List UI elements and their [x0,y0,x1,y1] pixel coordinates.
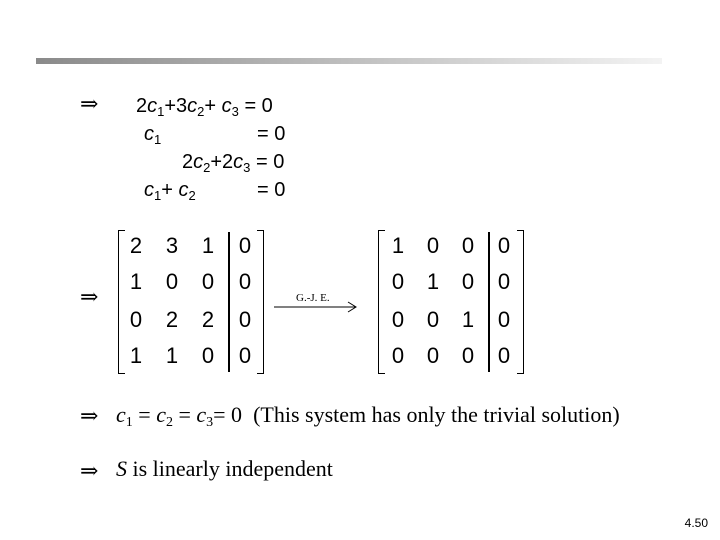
implies-symbol: ⇒ [80,284,99,309]
matrix-cell: 2 [129,233,143,258]
reduced-matrix [378,230,524,374]
matrix-cell: 1 [165,343,179,368]
independence-statement: S is linearly independent [116,456,333,481]
implies-symbol: ⇒ [80,91,99,116]
matrix-right-bracket [257,230,264,374]
equation-4-rhs: = 0 [257,179,286,201]
matrix-cell: 0 [461,269,475,294]
equation-3: $2c_2+2c_3 = 0$ [182,151,285,175]
equation-2-rhs: = 0 [257,123,286,145]
matrix-cell: 3 [165,233,179,258]
matrix-cell: 0 [426,233,440,258]
title-rule [36,58,662,64]
matrix-right-bracket [517,230,524,374]
augment-bar [228,232,230,372]
matrix-cell: 0 [201,343,215,368]
matrix-left-bracket [378,230,385,374]
matrix-cell: 0 [391,269,405,294]
matrix-cell: 1 [391,233,405,258]
matrix-cell: 0 [238,343,252,368]
augment-bar [488,232,490,372]
augmented-matrix [118,230,264,374]
matrix-cell: 0 [497,269,511,294]
matrix-cell: 1 [129,343,143,368]
matrix-cell: 2 [165,307,179,332]
matrix-cell: 0 [497,233,511,258]
matrix-cell: 0 [238,269,252,294]
matrix-cell: 0 [461,233,475,258]
matrix-cell: 1 [461,307,475,332]
matrix-cell: 2 [201,307,215,332]
matrix-cell: 0 [201,269,215,294]
implies-symbol: ⇒ [80,458,99,483]
equation-2: $c_1$ [144,123,162,147]
trivial-solution-note: (This system has only the trivial solution) [253,402,620,427]
matrix-cell: 1 [426,269,440,294]
equation-1: $2c_1+3c_2+ c_3 = 0$ [136,95,273,119]
equation-4: $c_1+ c_2$ [144,179,196,203]
matrix-cell: 0 [129,307,143,332]
implies-symbol: ⇒ [80,403,99,428]
matrix-cell: 1 [201,233,215,258]
matrix-cell: 0 [238,307,252,332]
matrix-cell: 0 [426,343,440,368]
matrix-cell: 0 [238,233,252,258]
matrix-cell: 0 [497,343,511,368]
matrix-cell: 0 [497,307,511,332]
operation-label: G.-J. E. [296,292,330,304]
matrix-cell: 1 [129,269,143,294]
matrix-cell: 0 [391,307,405,332]
matrix-cell: 0 [426,307,440,332]
trivial-solution-statement: $c_1 = c_2 = c_3= 0$ (This system has only the trivial solution) [116,402,620,430]
right-arrow-icon [274,300,360,314]
page-number: 4.50 [684,516,708,530]
matrix-cell: 0 [165,269,179,294]
matrix-cell: 0 [391,343,405,368]
matrix-cell: 0 [461,343,475,368]
